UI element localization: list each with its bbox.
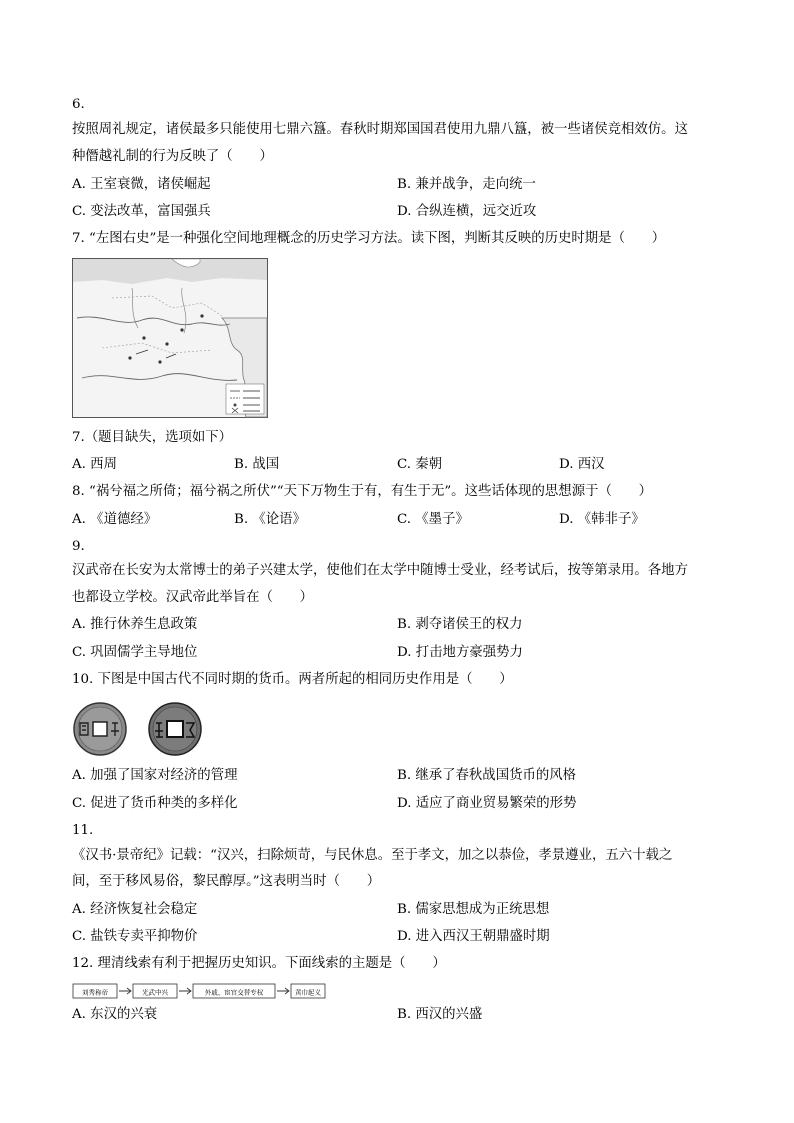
q10-option-b: B. 继承了春秋战国货币的风格 (397, 768, 577, 783)
q10-option-d: D. 适应了商业贸易繁荣的形势 (397, 796, 577, 811)
q11-option-c: C. 盐铁专卖平抑物价 (72, 929, 198, 944)
q7-stem: 7. “左图右史”是一种强化空间地理概念的历史学习方法。读下图，判断其反映的历史时期是（ ） (72, 231, 666, 246)
q6-option-b: B. 兼并战争，走向统一 (397, 177, 536, 192)
q8-option-d: D. 《韩非子》 (559, 512, 645, 527)
q8-option-a: A. 《道德经》 (72, 512, 158, 527)
flow-arrow-2-icon (179, 988, 191, 994)
q11-option-b: B. 儒家思想成为正统思想 (397, 902, 550, 917)
q6-stem-line1: 按照周礼规定，诸侯最多只能使用七鼎六簋。春秋时期郑国国君使用九鼎八簋，被一些诸侯竞相效仿。这 (72, 122, 688, 137)
q11-stem-line1: 《汉书·景帝纪》记载：“汉兴，扫除烦苛，与民休息。至于孝文，加之以恭俭，孝景遵业，五六十载之 (72, 848, 673, 863)
q6-option-c: C. 变法改革，富国强兵 (72, 204, 211, 219)
flow-step-4: 黄巾起义 (295, 988, 321, 997)
q10-stem: 10. 下图是中国古代不同时期的货币。两者所起的相同历史作用是（ ） (72, 672, 513, 687)
q7-option-a: A. 西周 (72, 457, 117, 472)
q8-stem: 8. “祸兮福之所倚；福兮祸之所伏”“天下万物生于有，有生于无”。这些话体现的思想源于（ ） (72, 484, 653, 499)
q7-map-image (72, 258, 268, 418)
q10-option-c: C. 促进了货币种类的多样化 (72, 796, 238, 811)
q9-option-c: C. 巩固儒学主导地位 (72, 645, 198, 660)
flow-arrow-3-icon (277, 988, 289, 994)
q9-option-d: D. 打击地方豪强势力 (397, 645, 523, 660)
q7-option-b: B. 战国 (234, 457, 280, 472)
q9-number: 9. (72, 539, 85, 554)
q11-option-a: A. 经济恢复社会稳定 (72, 902, 198, 917)
q11-option-d: D. 进入西汉王朝鼎盛时期 (397, 929, 550, 944)
flow-arrow-1-icon (119, 988, 131, 994)
q7-missing-note: 7.（题目缺失，选项如下） (72, 430, 233, 445)
q12-timeline-flow (72, 981, 327, 1001)
flow-step-3: 外戚、宦官交替专权 (204, 988, 264, 997)
q12-option-b: B. 西汉的兴盛 (397, 1007, 483, 1022)
q10-coins-image (72, 701, 207, 757)
q6-option-a: A. 王室衰微，诸侯崛起 (72, 177, 211, 192)
q7-option-c: C. 秦朝 (397, 457, 443, 472)
q6-number: 6. (72, 97, 85, 112)
q9-stem-line1: 汉武帝在长安为太常博士的弟子兴建太学，使他们在太学中随博士受业，经考试后，按等第录用。各地方 (72, 563, 688, 578)
q8-option-c: C. 《墨子》 (397, 512, 469, 527)
q9-stem-line2: 也都设立学校。汉武帝此举旨在（ ） (72, 590, 314, 605)
q11-number: 11. (72, 823, 94, 838)
q9-option-b: B. 剥夺诸侯王的权力 (397, 617, 523, 632)
flow-step-1: 刘秀称帝 (82, 988, 108, 997)
q6-option-d: D. 合纵连横，远交近攻 (397, 204, 537, 219)
flow-step-2: 光武中兴 (142, 988, 168, 997)
q6-stem-line2: 种僭越礼制的行为反映了（ ） (72, 149, 273, 164)
q8-option-b: B. 《论语》 (234, 512, 306, 527)
q9-option-a: A. 推行休养生息政策 (72, 617, 198, 632)
q12-option-a: A. 东汉的兴衰 (72, 1007, 158, 1022)
q10-option-a: A. 加强了国家对经济的管理 (72, 768, 238, 783)
q12-stem: 12. 理清线索有利于把握历史知识。下面线索的主题是（ ） (72, 956, 446, 971)
q11-stem-line2: 间，至于移风易俗，黎民醇厚。”这表明当时（ ） (72, 874, 381, 889)
q7-option-d: D. 西汉 (559, 457, 605, 472)
